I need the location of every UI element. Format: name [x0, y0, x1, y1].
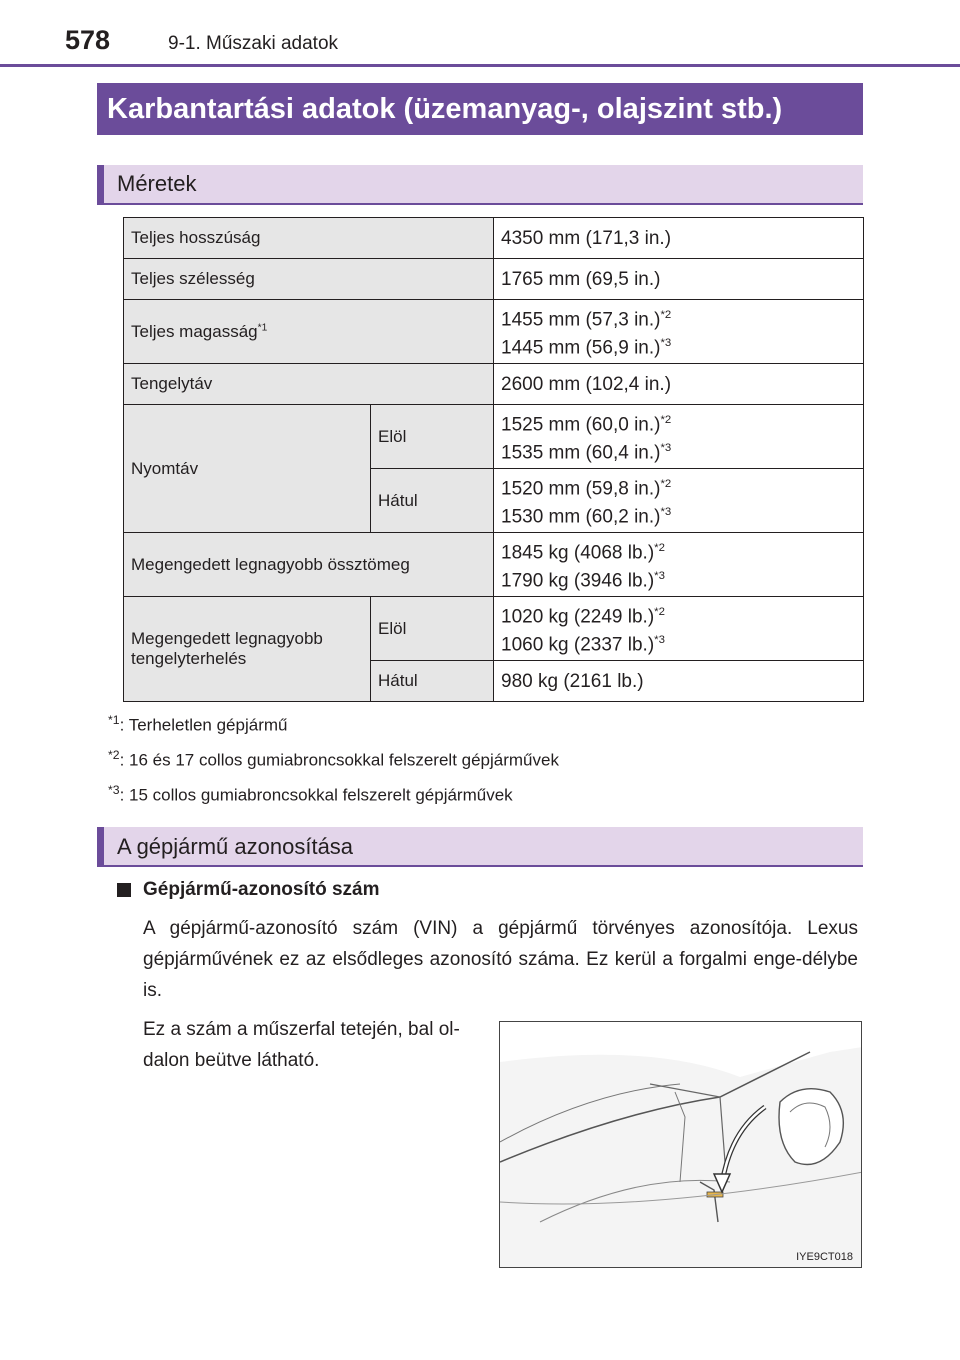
bullet-square-icon	[117, 883, 131, 897]
header-rule	[0, 64, 960, 67]
section-title: Méretek	[117, 171, 197, 196]
section-title: A gépjármű azonosítása	[117, 834, 354, 859]
vin-paragraph: A gépjármű-azonosító szám (VIN) a gépjármű törvényes azonosítója. Lexus gépjárművének ez az elsődleges azonosító száma. Ez kerül a forgalmi enge-délybe is.	[143, 918, 858, 1001]
table-row	[124, 218, 864, 259]
row-value: 4350 mm (171,3 in.)	[494, 218, 864, 259]
row-label: Teljes hosszúság	[124, 218, 494, 259]
row-value: 1845 kg (4068 lb.)$^{*2}$ 1790 kg (3946 lb.)$^{*3}$	[494, 533, 864, 597]
sub-label: Elöl	[371, 597, 494, 661]
chapter-title: 9-1. Műszaki adatok	[168, 33, 339, 54]
row-value: 2600 mm (102,4 in.)	[494, 364, 864, 405]
sub-label: Elöl	[371, 405, 494, 469]
footnote: $^{*1}$: Terheletlen gépjármű	[108, 713, 288, 735]
row-label: Nyomtáv	[124, 405, 371, 533]
dimensions-table	[123, 217, 864, 702]
row-value: 1525 mm (60,0 in.)$^{*2}$ 1535 mm (60,4 in.)$^{*3}$	[494, 405, 864, 469]
row-label: Megengedett legnagyobb össztömeg	[124, 533, 494, 597]
sub-label: Hátul	[371, 661, 494, 702]
table-row	[124, 405, 864, 469]
row-label: Megengedett legnagyobb tengelyterhelés	[124, 597, 371, 702]
row-value: 1765 mm (69,5 in.)	[494, 259, 864, 300]
row-label: Tengelytáv	[124, 364, 494, 405]
page-number: 578	[65, 25, 111, 55]
car-windshield-illustration	[500, 1022, 862, 1268]
section-marker	[97, 827, 104, 865]
footnote: $^{*3}$: 15 collos gumiabroncsokkal felszerelt gépjárművek	[108, 783, 513, 805]
row-value: 980 kg (2161 lb.)	[494, 661, 864, 702]
sub-label: Hátul	[371, 469, 494, 533]
vin-location-figure	[499, 1021, 862, 1268]
table-row	[124, 300, 864, 364]
figure-code: IYE9CT018	[796, 1251, 853, 1263]
row-value: 1520 mm (59,8 in.)$^{*2}$ 1530 mm (60,2 in.)$^{*3}$	[494, 469, 864, 533]
row-value: 1020 kg (2249 lb.)$^{*2}$ 1060 kg (2337 lb.)$^{*3}$	[494, 597, 864, 661]
section-dimensions	[97, 165, 863, 205]
row-label: Teljes szélesség	[124, 259, 494, 300]
row-value: 1455 mm (57,3 in.)$^{*2}$ 1445 mm (56,9 in.)$^{*3}$	[494, 300, 864, 364]
section-vehicle-id	[97, 827, 863, 867]
vin-location-text: Ez a szám a műszerfal tetején, bal ol-dalon beütve látható.	[143, 1019, 460, 1071]
footnote: $^{*2}$: 16 és 17 collos gumiabroncsokkal felszerelt gépjárművek	[108, 748, 559, 770]
row-label: Teljes magasság$^{*1}$	[124, 300, 494, 364]
main-title: Karbantartási adatok (üzemanyag-, olajszint stb.)	[97, 83, 863, 135]
table-row	[124, 597, 864, 661]
table-row	[124, 259, 864, 300]
vin-heading: Gépjármű-azonosító szám	[143, 879, 380, 900]
table-row	[124, 364, 864, 405]
section-marker	[97, 165, 104, 203]
table-row	[124, 533, 864, 597]
